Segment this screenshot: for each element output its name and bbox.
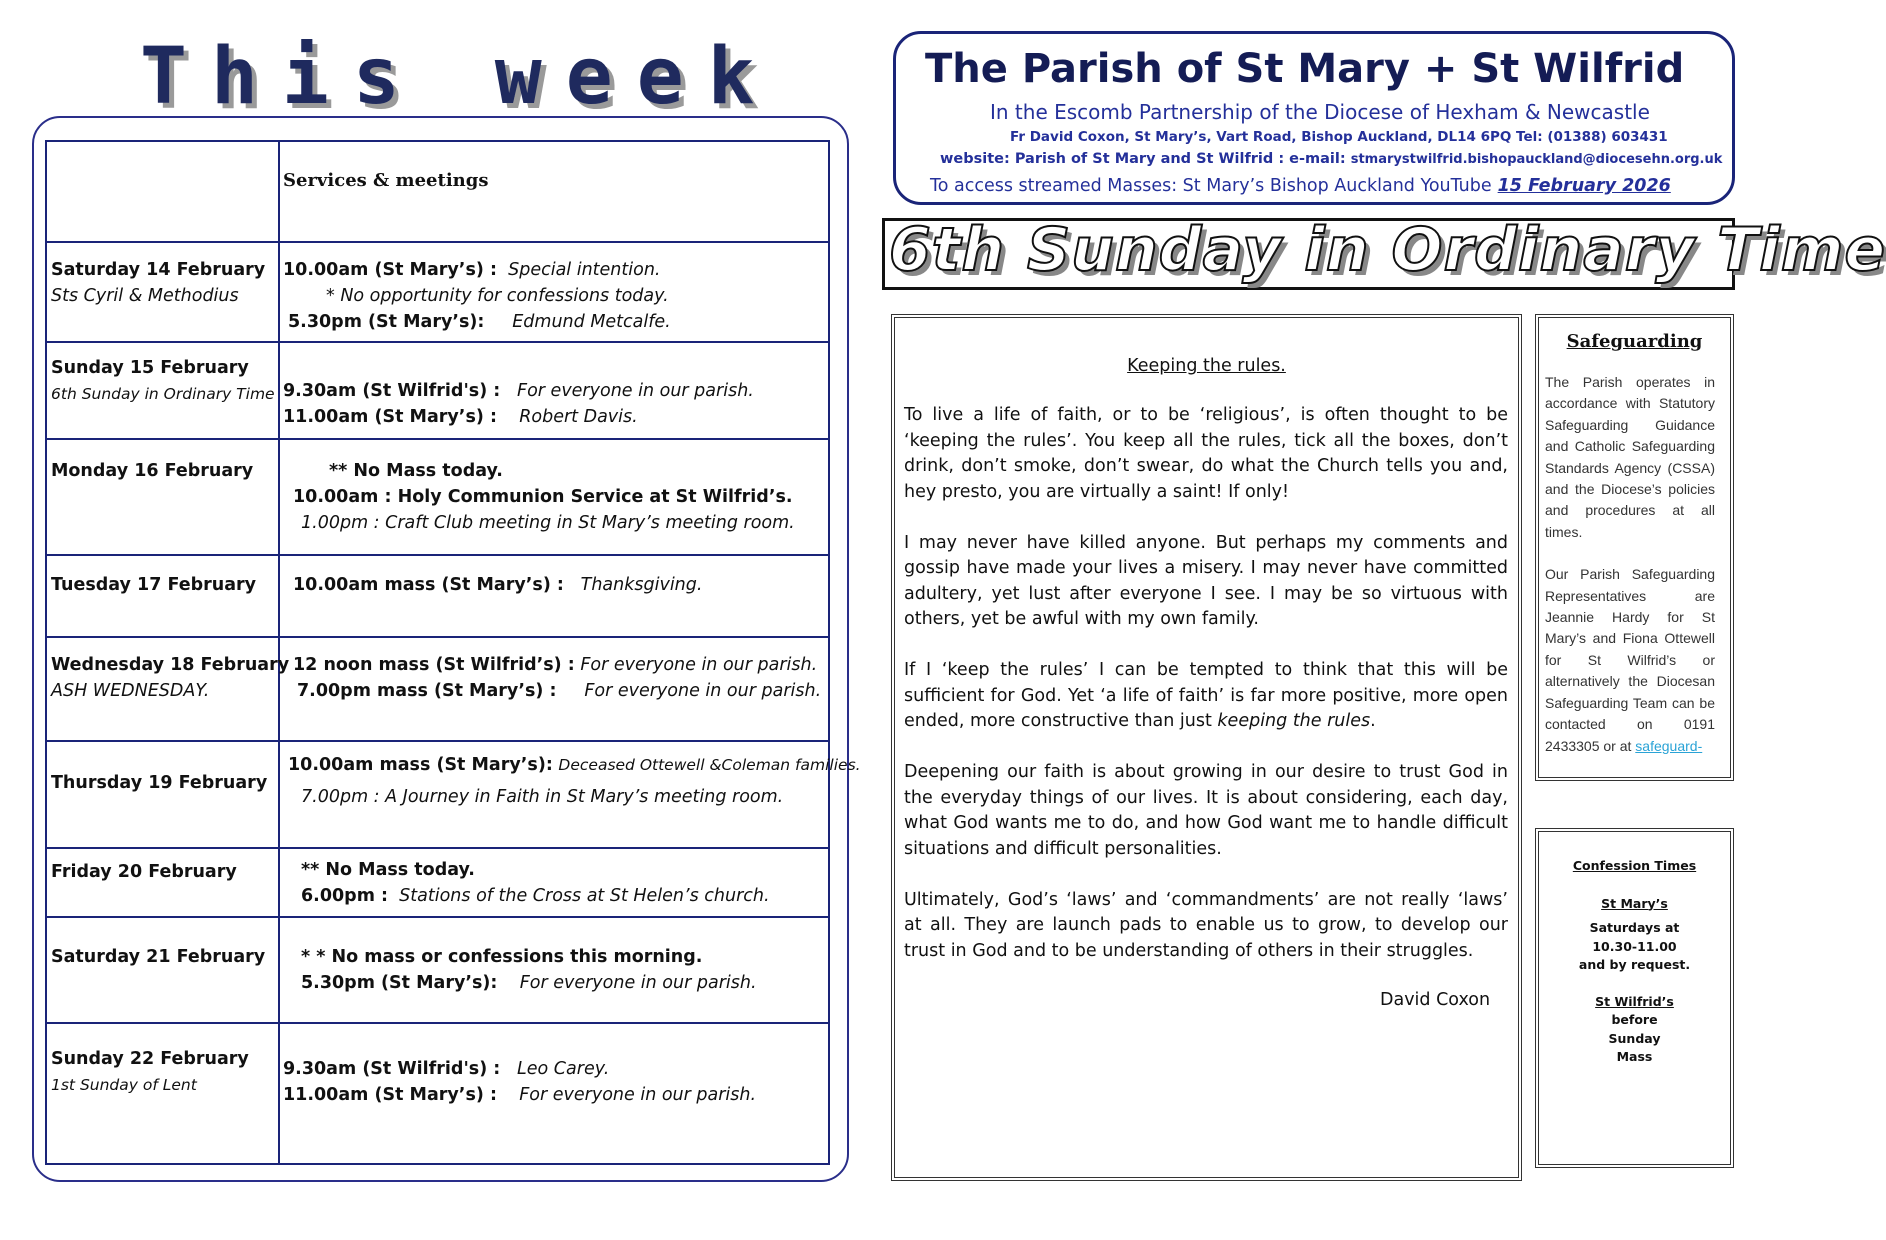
service-line: ** No Mass today.	[301, 860, 475, 880]
day-label: Sunday 15 February	[51, 358, 249, 378]
service-line: ** No Mass today.	[329, 461, 503, 481]
parish-title: The Parish of St Mary + St Wilfrid	[925, 46, 1685, 92]
service-line: 10.00am mass (St Mary’s) : Thanksgiving.	[293, 575, 703, 595]
service-line: 5.30pm (St Mary’s): For everyone in our parish.	[301, 973, 757, 993]
article-signature: David Coxon	[1380, 990, 1491, 1010]
service-line: * No opportunity for confessions today.	[326, 286, 669, 306]
confession-time: Saturdays at	[1589, 920, 1680, 935]
article-paragraph: If I ‘keep the rules’ I can be tempted to think that this will be sufficient for God. Yet ‘a life of faith’ is far more positive, more open ended, more constructive than just keeping the rules.	[904, 660, 1508, 731]
day-label: Wednesday 18 February	[51, 655, 290, 675]
day-subtitle: Sts Cyril & Methodius	[51, 286, 239, 306]
table-row	[47, 556, 828, 638]
table-header-row	[47, 142, 828, 243]
day-subtitle: 1st Sunday of Lent	[51, 1076, 197, 1094]
day-label: Sunday 22 February	[51, 1049, 249, 1069]
service-line: 10.00am (St Mary’s) : Special intention.	[283, 260, 661, 280]
partnership-line: In the Escomb Partnership of the Diocese of Hexham & Newcastle	[990, 100, 1650, 124]
day-label: Friday 20 February	[51, 862, 237, 882]
service-line: 11.00am (St Mary’s) : Robert Davis.	[283, 407, 638, 427]
service-line: 6.00pm : Stations of the Cross at St Helen’s church.	[301, 886, 770, 906]
table-row	[47, 343, 828, 440]
safeguarding-title: Safeguarding	[1566, 331, 1703, 352]
article-paragraph: Deepening our faith is about growing in our desire to trust God in the everyday things of our lives. It is about considering, each day, what God wants me to do, and how God want me to handle difficult situations and difficult personalities.	[904, 762, 1508, 859]
day-label: Monday 16 February	[51, 461, 254, 481]
confession-time: Sunday	[1608, 1030, 1661, 1046]
table-row	[47, 638, 828, 742]
confession-title: Confession Times	[1572, 858, 1697, 873]
service-line: 9.30am (St Wilfrid's) : For everyone in our parish.	[283, 381, 754, 401]
table-row	[47, 742, 861, 849]
streamed-text: To access streamed Masses: St Mary’s Bishop Auckland YouTube	[930, 176, 1492, 196]
table-row	[47, 1024, 828, 1163]
confession-time: 10.30-11.00	[1592, 938, 1677, 954]
table-row	[47, 849, 828, 918]
day-label: Saturday 21 February	[51, 947, 266, 967]
address-line: Fr David Coxon, St Mary’s, Vart Road, Bishop Auckland, DL14 6PQ Tel: (01388) 603431	[1010, 129, 1668, 145]
email-address[interactable]: stmarystwilfrid.bishopauckland@diocesehn.org.uk	[1350, 152, 1723, 167]
table-row	[47, 440, 828, 556]
streamed-line	[930, 176, 1671, 196]
article-paragraph: Ultimately, God’s ‘laws’ and ‘commandments’ are not really ‘laws’ at all. They are launch pads to enable us to grow, to develop our trust in God and to be understanding of others in their struggles.	[904, 889, 1508, 961]
service-line: 1.00pm : Craft Club meeting in St Mary’s meeting room.	[301, 513, 795, 533]
service-line: 10.00am mass (St Mary’s): Deceased Ottewell &Coleman families.	[288, 755, 861, 775]
safeguarding-paragraph: The Parish operates in accordance with Statutory Safeguarding Guidance and Catholic Safeguarding Standards Agency (CSSA) and the Diocese’s policies and procedures at all times.	[1545, 374, 1715, 540]
sunday-title: 6th Sunday in Ordinary Time	[889, 215, 1886, 285]
service-line: 10.00am : Holy Communion Service at St Wilfrid’s.	[293, 487, 793, 507]
table-row	[47, 243, 828, 343]
article-body	[904, 403, 1508, 990]
issue-date: 15 February 2026	[1497, 176, 1671, 196]
schedule-table	[45, 140, 861, 1165]
service-line: 11.00am (St Mary’s) : For everyone in our parish.	[283, 1085, 757, 1105]
article-paragraph: To live a life of faith, or to be ‘religious’, is often thought to be ‘keeping the rules’. You keep all the rules, tick all the boxes, don’t drink, don’t smoke, don’t swear, do what the Church tells you and, hey presto, you are virtually a saint! If only!	[904, 405, 1508, 502]
page-title: This week	[140, 32, 779, 122]
service-line: 9.30am (St Wilfrid's) : Leo Carey.	[283, 1059, 610, 1079]
safeguarding-paragraph: Our Parish Safeguarding Representatives are Jeannie Hardy for St Mary’s and Fiona Ottewell for St Wilfrid’s or alternatively the Diocesan Safeguarding Team can be contacted on 0191 2433305 or at safeguard-	[1545, 566, 1715, 754]
article-title: Keeping the rules.	[1127, 356, 1286, 376]
day-subtitle: ASH WEDNESDAY.	[51, 681, 210, 701]
day-label: Saturday 14 February	[51, 260, 266, 280]
article-paragraph: I may never have killed anyone. But perhaps my comments and gossip have made your lives a misery. I may never have committed adultery, yet lust after everyone I see. I may be so virtuous with others, yet be awful with my own family.	[904, 532, 1508, 629]
confession-place: St Mary’s	[1601, 895, 1668, 911]
website-label: website: Parish of St Mary and St Wilfrid : e-mail:	[940, 151, 1346, 167]
confession-content	[1535, 857, 1734, 1067]
service-line: 5.30pm (St Mary’s): Edmund Metcalfe.	[288, 312, 671, 332]
confession-place: St Wilfrid’s	[1595, 993, 1674, 1009]
website-line	[940, 151, 1722, 167]
services-header: Services & meetings	[283, 170, 489, 191]
article-emphasis: keeping the rules	[1217, 711, 1371, 731]
safeguarding-link[interactable]: safeguard-	[1635, 737, 1703, 754]
sunday-banner	[882, 215, 1886, 290]
service-line: 12 noon mass (St Wilfrid’s) : For everyone in our parish.	[293, 655, 818, 675]
safeguarding-text	[1545, 372, 1715, 758]
confession-time: and by request.	[1578, 957, 1691, 972]
confession-time: Mass	[1616, 1049, 1653, 1064]
day-label: Thursday 19 February	[51, 773, 268, 793]
service-line: 7.00pm : A Journey in Faith in St Mary’s meeting room.	[301, 787, 784, 807]
day-subtitle: 6th Sunday in Ordinary Time	[51, 385, 275, 403]
day-label: Tuesday 17 February	[51, 575, 257, 595]
confession-time: before	[1611, 1012, 1658, 1027]
service-line: 7.00pm mass (St Mary’s) : For everyone in our parish.	[297, 681, 822, 701]
service-line: * * No mass or confessions this morning.	[301, 947, 703, 967]
table-row	[47, 918, 828, 1024]
